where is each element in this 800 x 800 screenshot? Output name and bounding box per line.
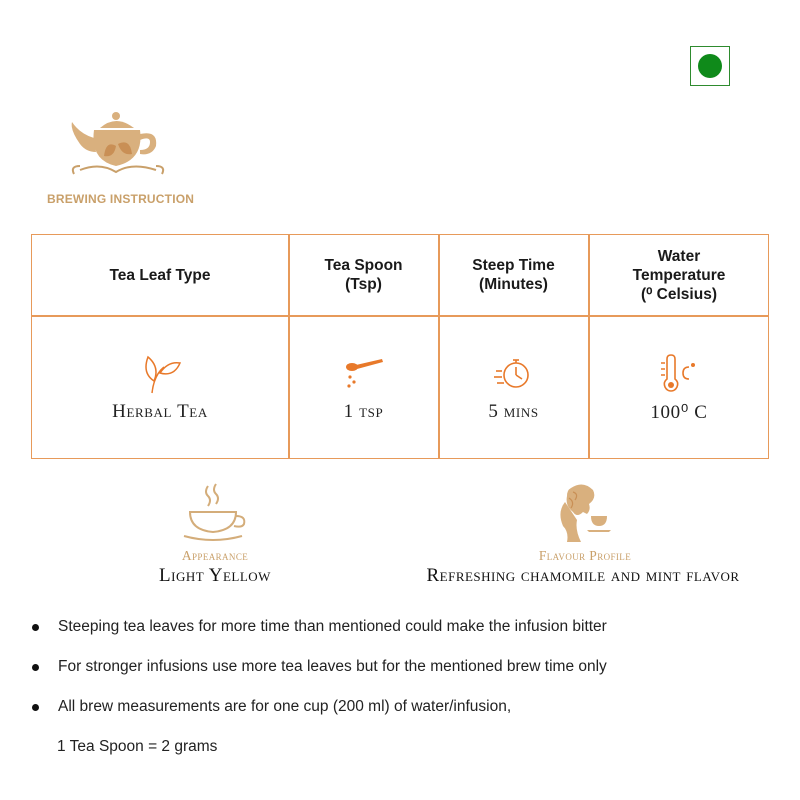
- water-temperature-value: 100⁰ C: [650, 402, 708, 423]
- brand-title: BREWING INSTRUCTION: [47, 192, 195, 206]
- measurement-note: 1 Tea Spoon = 2 grams: [57, 738, 218, 755]
- tea-spoon-value: 1 tsp: [343, 401, 384, 422]
- flavour-value: Refreshing chamomile and mint flavor: [426, 565, 740, 586]
- veg-symbol: [690, 46, 730, 86]
- cell-water-temperature: [589, 317, 769, 459]
- steep-time-value: 5 mins: [488, 401, 539, 422]
- flavour-label: Flavour Profile: [538, 548, 632, 563]
- teapot-logo-icon: [60, 110, 180, 185]
- header-tea-leaf-type: Tea Leaf Type: [109, 266, 211, 284]
- tea-spoon-icon: [334, 351, 394, 395]
- tea-cup-icon: [180, 482, 250, 544]
- woman-drinking-tea-icon: [553, 482, 613, 546]
- cell-tea-leaf-type: [32, 317, 288, 459]
- cell-steep-time: [439, 317, 588, 459]
- appearance-value: Light Yellow: [159, 565, 271, 586]
- tea-leaf-icon: [130, 351, 190, 395]
- header-water-temperature: Water Temperature (⁰ Celsius): [632, 247, 726, 303]
- thermometer-icon: [649, 351, 709, 395]
- header-tea-spoon: Tea Spoon (Tsp): [324, 257, 403, 293]
- bullet-icon: [32, 704, 39, 711]
- appearance-label: Appearance: [181, 548, 249, 563]
- veg-dot-icon: [698, 54, 722, 78]
- bullet-icon: [32, 664, 39, 671]
- brewing-table: [31, 234, 769, 459]
- tea-leaf-type-value: Herbal Tea: [112, 401, 208, 422]
- header-steep-time: Steep Time (Minutes): [472, 257, 555, 293]
- cell-tea-spoon: [289, 317, 438, 459]
- bullet-icon: [32, 624, 39, 631]
- stopwatch-icon: [484, 351, 544, 395]
